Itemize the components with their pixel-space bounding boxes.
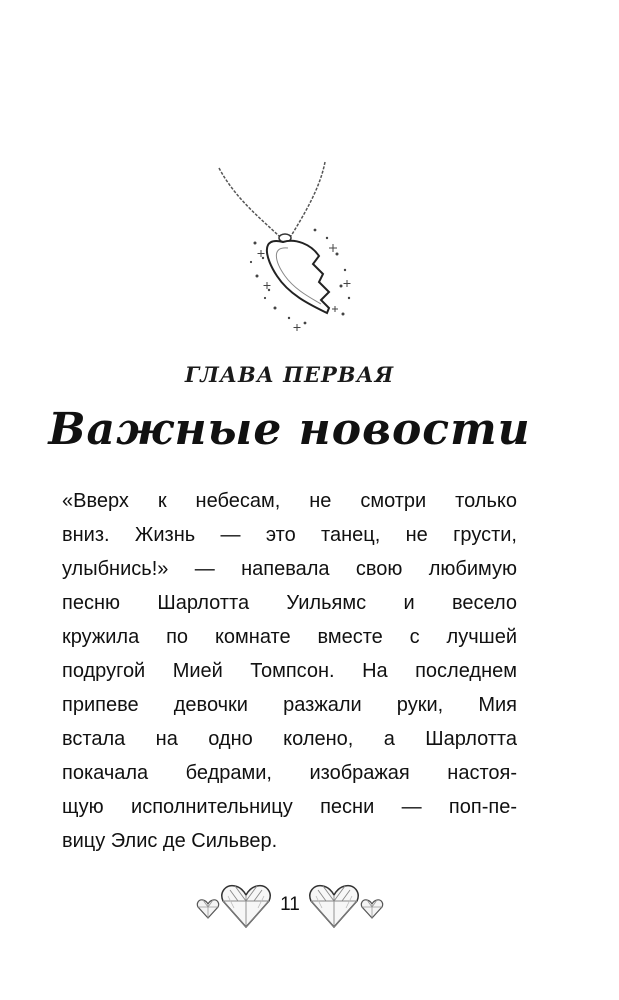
chapter-body-text <box>62 484 517 858</box>
text-line: встала на одно колено, а Шарлотта <box>62 728 517 750</box>
text-line: улыбнись!» — напевала свою любимую <box>62 558 517 580</box>
page-number: 11 <box>280 894 300 915</box>
small-diamond-heart-icon <box>360 898 384 920</box>
broken-heart-pendant-necklace-icon <box>205 158 365 338</box>
text-line: припеве девочки разжали руки, Мия <box>62 694 517 716</box>
text-line: кружила по комнате вместе с лучшей <box>62 626 517 648</box>
chapter-label: ГЛАВА ПЕРВАЯ <box>184 362 395 387</box>
diamond-heart-icon <box>220 882 272 930</box>
chapter-title: Важные новости <box>48 404 531 455</box>
page-footer <box>0 878 619 934</box>
text-line: вниз. Жизнь — это танец, не грусти, <box>62 524 517 546</box>
text-line: песню Шарлотта Уильямс и весело <box>62 592 517 614</box>
text-line: вицу Элис де Сильвер. <box>62 830 278 852</box>
text-line: покачала бедрами, изображая настоя- <box>62 762 517 784</box>
text-line: «Вверх к небесам, не смотри только <box>62 490 517 512</box>
diamond-heart-icon <box>308 882 360 930</box>
text-line: щую исполнительницу песни — поп-пе- <box>62 796 517 818</box>
text-line: подругой Мией Томпсон. На последнем <box>62 660 517 682</box>
small-diamond-heart-icon <box>196 898 220 920</box>
necklace-illustration <box>205 158 365 338</box>
